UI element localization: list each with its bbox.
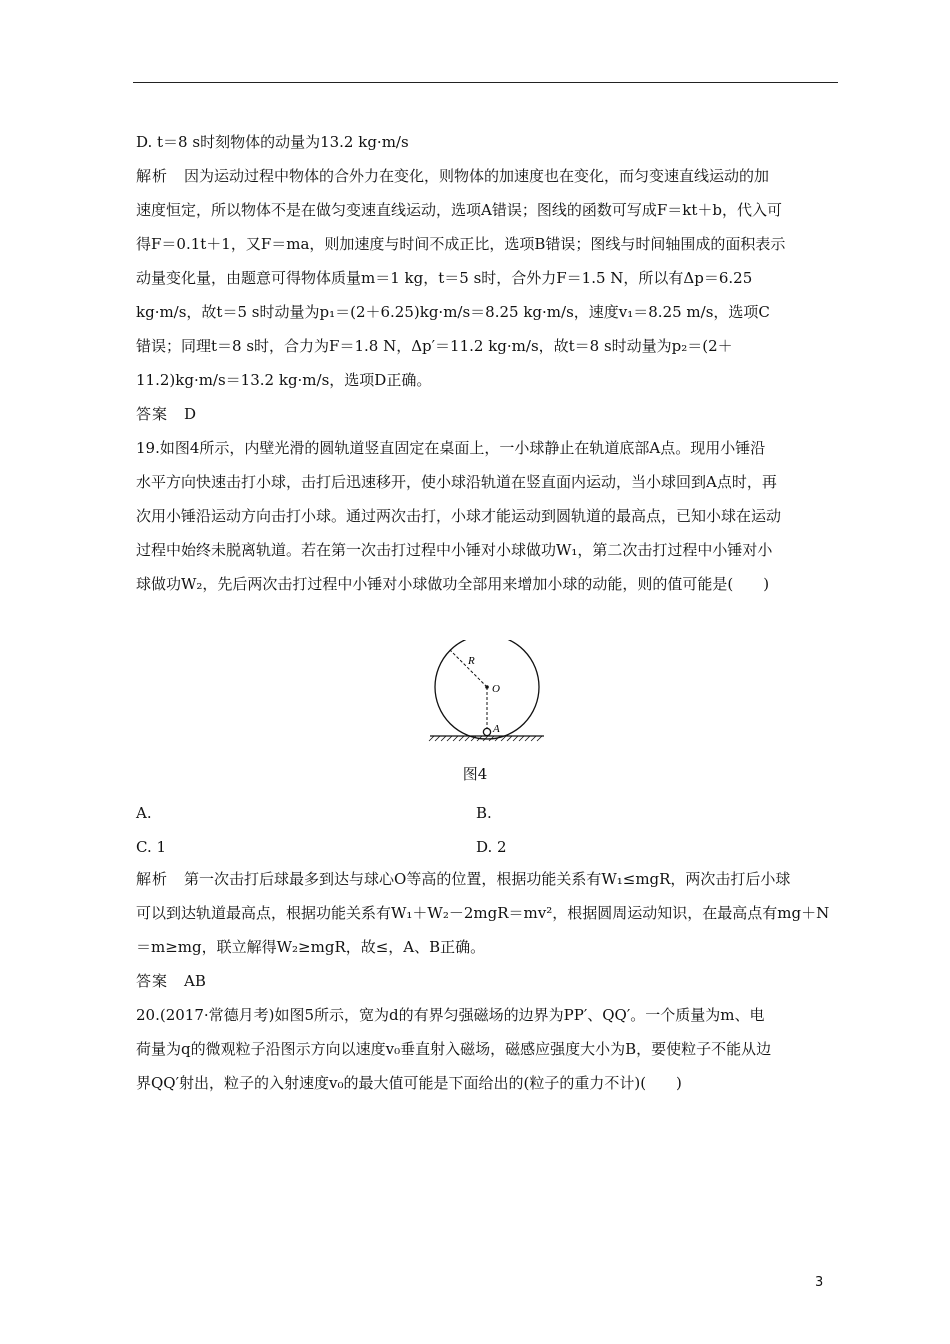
q18-option-d: D. t＝8 s时刻物体的动量为13.2 kg·m/s	[136, 133, 409, 151]
q19-analysis-line: ＝m≥mg，联立解得W₂≥mgR，故≤，A、B正确。	[136, 938, 486, 956]
q18-analysis-line: 11.2)kg·m/s＝13.2 kg·m/s，选项D正确。	[136, 371, 432, 389]
option-b: B.	[476, 804, 492, 822]
option-a: A.	[136, 804, 152, 822]
q18-analysis-line: 得F＝0.1t＋1，又F＝ma，则加速度与时间不成正比，选项B错误；图线与时间轴围成的面积表示	[136, 235, 786, 253]
ball-a	[483, 728, 490, 735]
option-d: D. 2	[476, 838, 507, 856]
circular-track-figure	[426, 640, 552, 745]
q18-answer-value: D	[184, 405, 197, 423]
page-number: 3	[815, 1275, 824, 1290]
analysis-label: 解析	[136, 870, 169, 888]
q19-options	[136, 796, 838, 864]
answer-label: 答案	[136, 972, 169, 990]
options-row	[136, 796, 838, 830]
q18-analysis-line: 动量变化量，由题意可得物体质量m＝1 kg，t＝5 s时，合外力F＝1.5 N，所以有Δp＝6.25	[136, 269, 753, 287]
document-body-bottom	[136, 862, 838, 1100]
q20-stem-line: 荷量为q的微观粒子沿图示方向以速度v₀垂直射入磁场，磁感应强度大小为B，要使粒子不能从边	[136, 1040, 772, 1058]
options-row	[136, 830, 838, 864]
analysis-label: 解析	[136, 167, 169, 185]
figure-caption: 图4	[462, 765, 488, 783]
center-point	[485, 685, 489, 689]
q19-stem-line: 水平方向快速击打小球，击打后迅速移开，使小球沿轨道在竖直面内运动，当小球回到A点时，再	[136, 473, 777, 491]
q18-analysis-line	[136, 159, 838, 193]
answer-label: 答案	[136, 405, 169, 423]
q20-stem-line: 界QQ′射出，粒子的入射速度v₀的最大值可能是下面给出的(粒子的重力不计)( )	[136, 1074, 682, 1092]
q19-analysis-text: 第一次击打后球最多到达与球心O等高的位置，根据功能关系有W₁≤mgR，两次击打后小球	[184, 870, 791, 888]
q18-answer	[136, 397, 838, 431]
q20-stem-line: 20.(2017·常德月考)如图5所示，宽为d的有界匀强磁场的边界为PP′、QQ′。一个质量为m、电	[136, 1006, 765, 1024]
q19-analysis-line: 可以到达轨道最高点，根据功能关系有W₁＋W₂－2mgR＝mv²，根据圆周运动知识，在最高点有mg＋N	[136, 904, 830, 922]
q18-analysis-text: 因为运动过程中物体的合外力在变化，则物体的加速度也在变化，而匀变速直线运动的加	[184, 167, 770, 185]
q18-analysis-line: 错误；同理t＝8 s时，合力为F＝1.8 N，Δp′＝11.2 kg·m/s，故t＝8 s时动量为p₂＝(2＋	[136, 337, 733, 355]
label-r: R	[468, 655, 475, 667]
q19-stem-line: 过程中始终未脱离轨道。若在第一次击打过程中小锤对小球做功W₁，第二次击打过程中小锤对小	[136, 541, 773, 559]
q18-analysis-line: 速度恒定，所以物体不是在做匀变速直线运动，选项A错误；图线的函数可写成F＝kt＋b，代入可	[136, 201, 782, 219]
q19-stem-line: 19.如图4所示，内壁光滑的圆轨道竖直固定在桌面上，一小球静止在轨道底部A点。现用小锤沿	[136, 439, 766, 457]
header-rule	[133, 82, 838, 83]
q18-analysis-line: kg·m/s，故t＝5 s时动量为p₁＝(2＋6.25)kg·m/s＝8.25 kg·m/s，速度v₁＝8.25 m/s，选项C	[136, 303, 770, 321]
document-body-top	[136, 125, 838, 601]
q19-stem-line: 次用小锤沿运动方向击打小球。通过两次击打，小球才能运动到圆轨道的最高点，已知小球在运动	[136, 507, 782, 525]
q19-analysis-line	[136, 862, 838, 896]
label-o: O	[492, 683, 500, 695]
option-c: C. 1	[136, 838, 167, 856]
ground-hatching	[429, 736, 542, 741]
q19-answer	[136, 964, 838, 998]
label-a: A	[493, 723, 500, 735]
q19-answer-value: AB	[184, 972, 206, 990]
q19-stem-line: 球做功W₂，先后两次击打过程中小锤对小球做功全部用来增加小球的动能，则的值可能是( )	[136, 575, 770, 593]
